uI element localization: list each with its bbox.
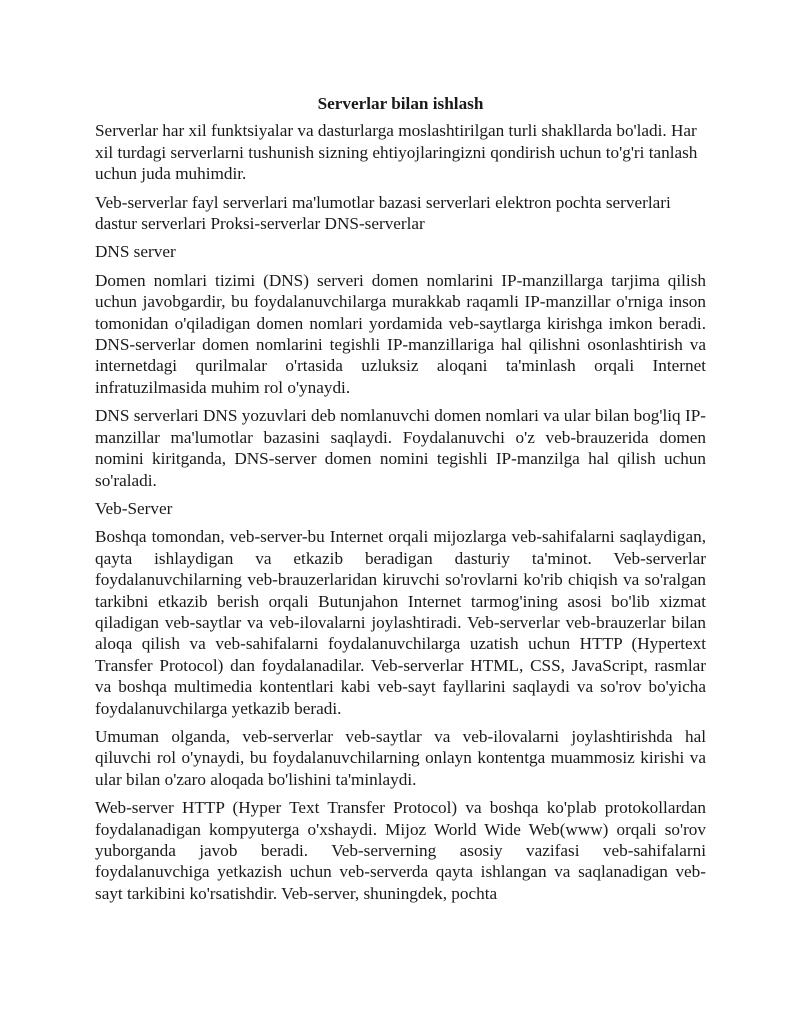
paragraph-web-server-description: Boshqa tomondan, veb-server-bu Internet orqali mijozlarga veb-sahifalarni saqlaydigan, qayta ishlaydigan va etkazib beradigan dasturiy ta'minot. Veb-serverlar foydalanuvchilarning veb-brauzerlaridan kiruvchi so'rovlarni ko'rib chiqish va so'ralgan tarkibni etkazib berish orqali Butunjahon Internet tarmog'ining asosi bo'lib xizmat qiladigan veb-saytlar va veb-ilovalarni joylashtiradi. Veb-serverlar veb-brauzerlar bilan aloqa qilish va veb-sahifalarni foydalanuvchilarga uzatish uchun HTTP (Hypertext Transfer Protocol) dan foydalanadilar. Veb-serverlar HTML, CSS, JavaScript, rasmlar va boshqa multimedia kontentlari kabi veb-sayt fayllarini saqlaydi va so'rov bo'yicha foydalanuvchilarga yetkazib beradi. [95,527,706,718]
paragraph-server-types: Veb-serverlar fayl serverlari ma'lumotlar bazasi serverlari elektron pochta serverlari dastur serverlari Proksi-serverlar DNS-serverlar [95,192,671,234]
paragraph-dns-records: DNS serverlari DNS yozuvlari deb nomlanuvchi domen nomlari va ular bilan bog'liq IP-manzillar ma'lumotlar bazasini saqlaydi. Foydalanuvchi o'z veb-brauzerida domen nomini kiritganda, DNS-server domen nomini tegishli IP-manzilga hal qilish uchun so'raladi. [95,406,706,490]
heading-web-server: Veb-Server [95,498,173,518]
page-title: Serverlar bilan ishlash [317,94,484,113]
paragraph-dns-description: Domen nomlari tizimi (DNS) serveri domen nomlarini IP-manzillarga tarjima qilish uchun javobgardir, bu foydalanuvchilarga murakkab raqamli IP-manzillar o'rniga inson tomonidan o'qiladigan domen nomlari yordamida veb-saytlarga kirishga imkon beradi. DNS-serverlar domen nomlarini tegishli IP-manzillariga hal qilishni osonlashtirish va internetdagi qurilmalar o'rtasida uzluksiz aloqani ta'minlash orqali Internet infratuzilmasida muhim rol o'ynaydi. [95,270,706,397]
document-page [95,93,706,911]
paragraph-web-server-summary: Umuman olganda, veb-serverlar veb-saytlar va veb-ilovalarni joylashtirishda hal qiluvchi rol o'ynaydi, bu foydalanuvchilarning onlayn kontentga muammosiz kirishi va ular bilan o'zaro aloqada bo'lishini ta'minlaydi. [95,726,706,789]
paragraph-intro: Serverlar har xil funktsiyalar va dasturlarga moslashtirilgan turli shakllarda bo'ladi. Har xil turdagi serverlarni tushunish sizning ehtiyojlaringizni qondirish uchun to'g'ri tanlash uchun juda muhimdir. [95,121,698,184]
paragraph-web-server-http: Web-server HTTP (Hyper Text Transfer Protocol) va boshqa ko'plab protokollardan foydalanadigan kompyuterga o'xshaydi. Mijoz World Wide Web(www) orqali so'rov yuborganda javob beradi. Veb-serverning asosiy vazifasi veb-sahifalarni foydalanuvchiga yetkazish uchun veb-serverda qayta ishlangan va saqlanadigan veb-sayt tarkibini ko'rsatishdir. Veb-server, shuningdek, pochta [95,798,706,903]
heading-dns-server: DNS server [95,242,176,262]
